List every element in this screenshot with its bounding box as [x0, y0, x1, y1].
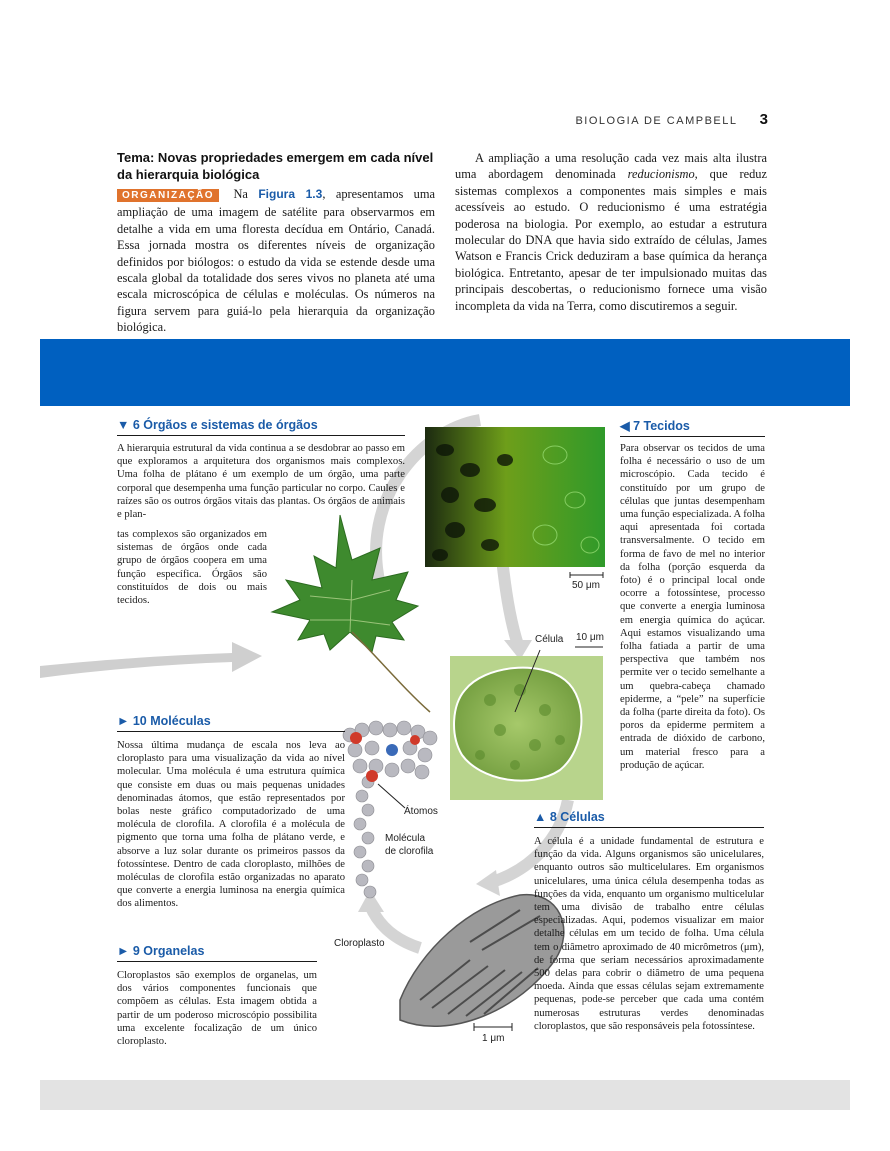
section-8-heading: ▲ 8 Células	[534, 810, 764, 828]
figure-reference-link[interactable]: Figura 1.3	[258, 187, 323, 201]
section-10-heading: ► 10 Moléculas	[117, 714, 345, 732]
cell-micrograph	[450, 650, 603, 800]
leaf-tissue-micrograph	[425, 427, 605, 567]
section-7-heading: ◀ 7 Tecidos	[620, 418, 765, 437]
intro-text: , apresentamos uma ampliação de uma imagem de satélite para observarmos em detalhe a vida em uma floresta decídua em Ontário, Canadá. Essa jornada mostra os diferentes níveis de organização definidos por biólogos: o estudo da vida se estende desde uma escala global da totalidade dos seres vivos no planeta até uma escala microscópica de células e moléculas. Os números na figura servem para guiá-lo pela hierarquia da organização biológica.	[117, 187, 435, 335]
chloroplast-label: Cloroplasto	[334, 938, 385, 949]
section-9-text: Cloroplastos são exemplos de organelas, um dos vários componentes funcionais que compõem as células. Esta imagem obtida a partir de um poderoso microscópio possibilita uma excelente focalização de um único cloroplasto.	[117, 970, 317, 1048]
atoms-label: Átomos	[404, 806, 438, 817]
molecule-label-line1: Molécula	[385, 833, 426, 844]
section-9-heading: ► 9 Organelas	[117, 944, 317, 962]
intro-pre: Na	[233, 187, 248, 201]
section-7-text: Para observar os tecidos de uma folha é necessário o uso de um microscópio. Cada tecido é constituído por um grupo de células que juntas desempenham uma função especializada. A folha aqui apresentada foi cortada transversalmente. O tecido em forma de favo de mel no interior da folha (porção esquerda da foto) é o principal local onde ocorre a fotossíntese, processo que converte a energia luminosa em energia química do açúcar. Aqui estamos visualizando uma folha fatiada a partir de uma perspectiva que também nos permite ver o tecido semelhante a um quebra-cabeça chamado epiderme, a “pele” na superfície da folha (parte direita da foto). Os poros da epiderme permitem a entrada de dióxido de carbono, um material fresco para a produção de açúcar.	[620, 443, 766, 771]
arrow-head-chloroplast	[476, 870, 500, 896]
cell-label: Célula	[535, 634, 564, 645]
col2-post: , que reduz sistemas complexos a componentes mais simples e mais acessíveis ao estudo. O reducionismo é uma estratégia poderosa na biologia. Por exemplo, ao estudar a estrutura molecular do DNA que havia sido extraído de células, James Watson e Francis Crick deduziram a base química da herança biológica. Entretanto, apesar de ter impulsionado muitas das principais descobertas, o reducionismo fornece uma visão incompleta da vida na Terra, como discutiremos a seguir.	[455, 167, 767, 313]
organization-badge: ORGANIZAÇÃO	[117, 189, 219, 202]
section-8-text: A célula é a unidade fundamental de estrutura e função da vida. Alguns organismos são unicelulares, enquanto outros são multicelulares. Em organismos unicelulares, uma única célula desempenha todas as funções da vida, enquanto um organismo multicelular tem uma divisão de trabalho entre células especializadas. Aqui, podemos visualizar em maior detalhe células em um tecido de folha. Uma célula tem o diâmetro aproximado de 40 micrômetros (μm), de forma que seriam necessários aproximadamente 500 delas para cobrir o diâmetro de uma pequena moeda. Ainda que essas células sejam extremamente pequenas, pode-se perceber que cada uma contém numerosas estruturas verdes denominadas cloroplastos, que são responsáveis pela fotossíntese.	[534, 836, 764, 1032]
col2-pre: A ampliação a uma resolução cada vez mais alta ilustra uma abordagem denominada	[455, 151, 767, 182]
maple-leaf-image	[272, 515, 430, 712]
arrow-from-forest	[40, 642, 262, 678]
footer-band	[40, 1080, 850, 1110]
scale-label-50: 50 μm	[572, 580, 600, 591]
section-6-text-b: tas complexos são organizados em sistemas de órgãos onde cada grupo de órgãos coopera em uma função específica. Órgãos são constituídos de dois ou mais tecidos.	[117, 529, 267, 607]
page-number: 3	[759, 111, 768, 128]
section-6-text-a: A hierarquia estrutural da vida continua a se desdobrar ao passo em que exploramos a arquitetura dos organismos mais complexos. Uma folha de plátano é um exemplo de um órgão, uma parte corporal que desempenha uma função particular no corpo. Caules e raízes são os outros órgãos vitais das plantas. Os órgãos de animais e plan-	[117, 443, 405, 521]
molecule-label-line2: de clorofila	[385, 846, 434, 857]
scale-label-10: 10 μm	[576, 632, 604, 643]
book-title: BIOLOGIA DE CAMPBELL	[575, 115, 738, 127]
section-10-text: Nossa última mudança de escala nos leva ao cloroplasto para uma visualização da vida ao nível molecular. Uma molécula é uma estrutura química que consiste em duas ou mais pequenas unidades denominadas átomos, que estão representados por bolas neste gráfico computadorizado de uma molécula de clorofila. A clorofila é a molécula de pigmento que torna uma folha de plátano verde, e absorve a luz solar durante os primeiros passos da fotossíntese. Dentro de cada cloroplasto, milhões de moléculas de clorofila estão organizadas no aparato que converte a energia luminosa na energia química dos alimentos.	[117, 740, 345, 910]
col2-italic-term: reducionismo	[627, 167, 695, 182]
scale-label-1: 1 μm	[482, 1033, 505, 1044]
theme-title: Tema: Novas propriedades emergem em cada nível da hierarquia biológica	[117, 150, 434, 182]
section-6-heading: ▼ 6 Órgãos e sistemas de órgãos	[117, 418, 405, 436]
